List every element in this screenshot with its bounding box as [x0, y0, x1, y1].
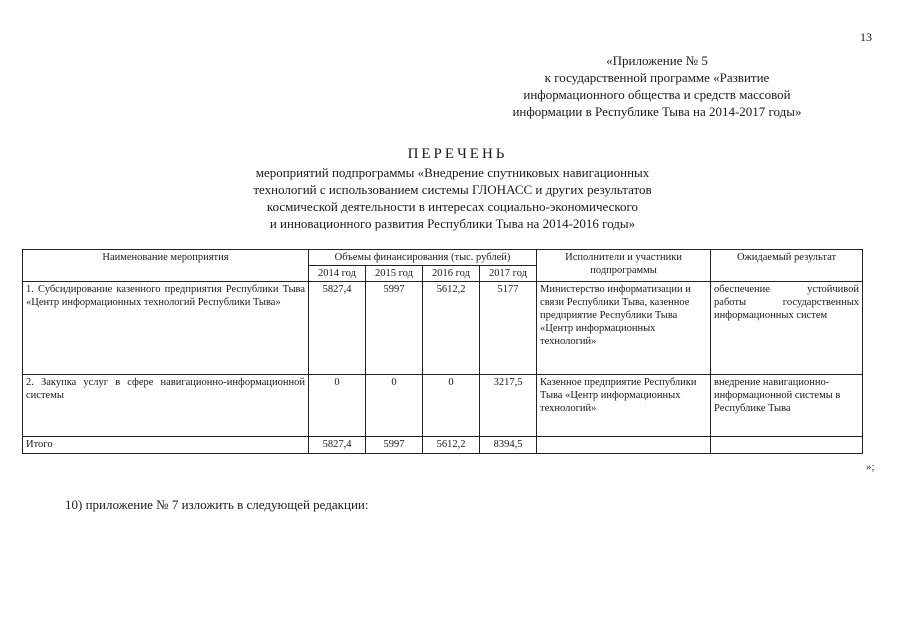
appendix-line: «Приложение № 5 [606, 53, 708, 68]
appendix-line: к государственной программе «Развитие [544, 70, 770, 85]
appendix-line: информации в Республике Тыва на 2014-2017 годы» [512, 104, 802, 119]
funding-value: 0 [309, 375, 366, 437]
header-result: Ожидаемый результат [711, 250, 863, 282]
page-number: 13 [860, 30, 872, 44]
subtitle-line: мероприятий подпрограммы «Внедрение спутниковых навигационных [255, 165, 650, 180]
funding-value: 5997 [366, 282, 423, 375]
event-name: 2. Закупка услуг в сфере навигационно-информационной системы [23, 375, 309, 437]
header-year: 2015 год [366, 266, 423, 282]
subtitle-line: космической деятельности в интересах социально-экономического [266, 199, 639, 214]
funding-value: 5177 [480, 282, 537, 375]
header-executors: Исполнители и участники подпрограммы [537, 250, 711, 282]
footer-text: 10) приложение № 7 изложить в следующей редакции: [65, 497, 369, 512]
funding-value: 5827,4 [309, 282, 366, 375]
header-name: Наименование мероприятия [23, 250, 309, 282]
funding-value: 0 [423, 375, 480, 437]
table-row [23, 282, 863, 375]
table-total-row [23, 437, 863, 454]
event-name: 1. Субсидирование казенного предприятия Республики Тыва «Центр информационных технологий Республики Тыва» [23, 282, 309, 375]
table-header-row [23, 250, 863, 266]
events-table [22, 249, 863, 454]
appendix-line: информационного общества и средств массовой [523, 87, 791, 102]
event-executors: Министерство информатизации и связи Республики Тыва, казенное предприятие Республики Тыва «Центр информационных технологий» [537, 282, 711, 375]
funding-value: 5612,2 [423, 282, 480, 375]
total-value: 8394,5 [480, 437, 537, 454]
total-executors-empty [537, 437, 711, 454]
funding-value: 0 [366, 375, 423, 437]
total-result-empty [711, 437, 863, 454]
event-result: внедрение навигационно-информационной системы в Республике Тыва [711, 375, 863, 437]
total-value: 5612,2 [423, 437, 480, 454]
closing-quote-mark: »; [866, 461, 875, 473]
event-executors: Казенное предприятие Республики Тыва «Центр информационных технологий» [537, 375, 711, 437]
subtitle-line: технологий с использованием системы ГЛОНАСС и других результатов [253, 182, 652, 197]
header-year: 2014 год [309, 266, 366, 282]
appendix-header [447, 52, 867, 120]
total-value: 5997 [366, 437, 423, 454]
event-result: обеспечение устойчивой работы государственных информационных систем [711, 282, 863, 375]
total-value: 5827,4 [309, 437, 366, 454]
header-funding: Объемы финансирования (тыс. рублей) [309, 250, 537, 266]
subtitle-line: и инновационного развития Республики Тыва на 2014-2016 годы» [269, 216, 636, 231]
document-subtitle [0, 164, 905, 232]
document-title: ПЕРЕЧЕНЬ [407, 146, 508, 162]
header-year: 2016 год [423, 266, 480, 282]
total-label: Итого [23, 437, 309, 454]
header-year: 2017 год [480, 266, 537, 282]
table-row [23, 375, 863, 437]
funding-value: 3217,5 [480, 375, 537, 437]
